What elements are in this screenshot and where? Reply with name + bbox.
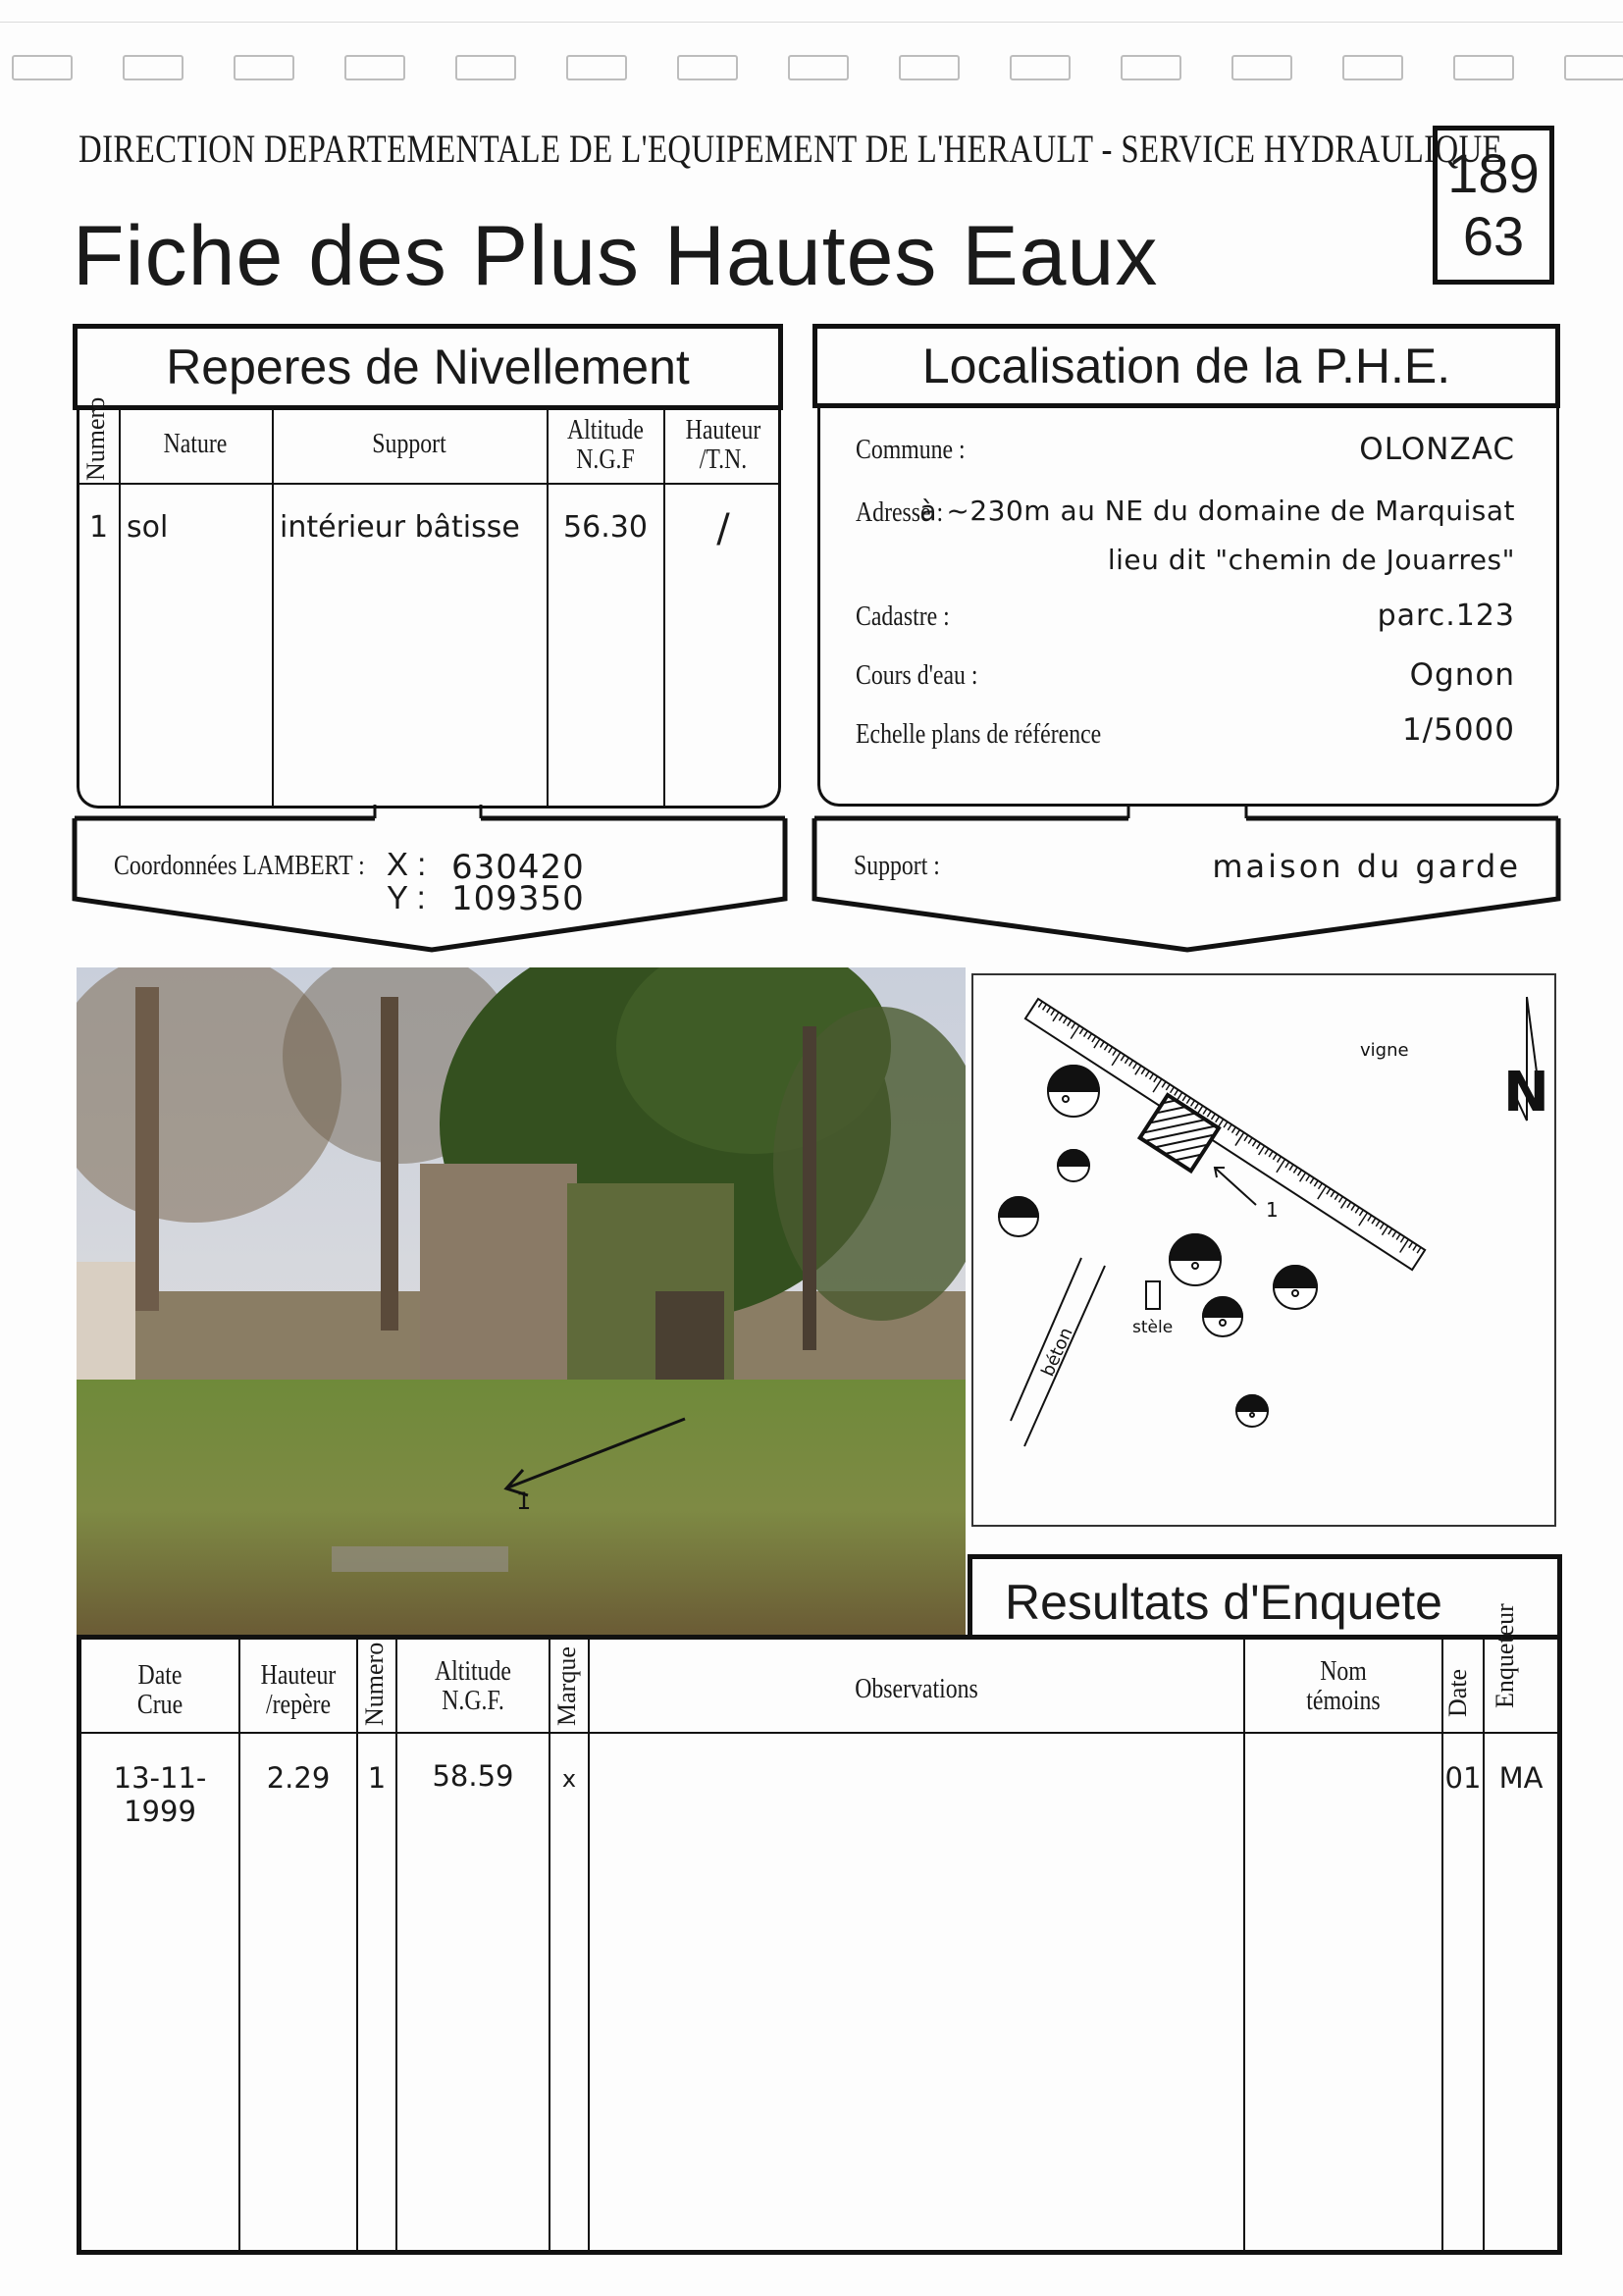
result-row-date: 01 (1444, 1761, 1482, 1795)
y-value: 109350 (451, 879, 585, 918)
col-header-date-crue-line2: Crue (136, 1690, 183, 1720)
cours-label: Cours d'eau : (856, 659, 978, 691)
localisation-panel (817, 408, 1559, 807)
resultats-table (77, 1603, 1562, 2255)
col-header-nom-line1: Nom (1320, 1656, 1367, 1687)
binder-hole (455, 55, 516, 80)
support-label: Support : (854, 850, 940, 881)
col-header-hauteur-repere-line2: /repère (265, 1690, 332, 1720)
binder-hole (234, 55, 294, 80)
coordinates-label: Coordonnées LAMBERT : (114, 850, 365, 881)
resultats-title: Resultats d'Enquete (1005, 1575, 1442, 1630)
result-row-altitude: 58.59 (432, 1759, 514, 1793)
echelle-label: Echelle plans de référence (856, 718, 1102, 750)
repere-row-hauteur: / (716, 506, 730, 551)
col-header-marque: Marque (552, 1646, 581, 1726)
binder-hole (1564, 55, 1623, 80)
col-header-hauteur-repere (249, 1661, 347, 1720)
binder-hole (12, 55, 73, 80)
result-row-date-crue: 13-11-1999 (113, 1761, 207, 1828)
cadastre-label: Cadastre : (856, 600, 950, 632)
binder-hole (788, 55, 849, 80)
col-header-nature: Nature (163, 429, 228, 459)
binder-hole (123, 55, 183, 80)
result-row-numero: 1 (367, 1761, 387, 1795)
commune-label: Commune : (856, 434, 966, 465)
col-header-altitude-resultats-line2: N.G.F. (442, 1686, 504, 1716)
binder-hole (1121, 55, 1181, 80)
plan-stele-label: stèle (1132, 1318, 1174, 1337)
reperes-title-text: Reperes de Nivellement (166, 339, 690, 394)
binder-hole (677, 55, 738, 80)
photo-arrow-label: 1 (516, 1487, 532, 1515)
col-header-hauteur-line2: /T.N. (699, 444, 748, 475)
commune-value: OLONZAC (1359, 432, 1515, 467)
cadastre-value: parc.123 (1377, 599, 1515, 633)
col-header-date-crue-line1: Date (137, 1660, 183, 1691)
location-plan-drawing (971, 973, 1556, 1527)
adresse-line1: à ~230m au NE du domaine de Marquisat (919, 495, 1515, 527)
repere-row-nature: sol (127, 510, 169, 545)
adresse-line2: lieu dit "chemin de Jouarres" (1107, 544, 1515, 576)
result-row-marque: x (561, 1765, 577, 1793)
department-header: DIRECTION DEPARTEMENTALE DE L'EQUIPEMENT DE L'HERAULT - SERVICE HYDRAULIQUE (79, 127, 1503, 171)
fiche-number-box (1433, 126, 1554, 285)
localisation-title (812, 324, 1560, 408)
site-photo (77, 967, 966, 1639)
col-header-nom-line2: témoins (1306, 1686, 1381, 1716)
col-header-support: Support (372, 429, 446, 459)
binder-hole (566, 55, 627, 80)
repere-row-support: intérieur bâtisse (280, 510, 520, 545)
col-header-hauteur (674, 416, 772, 475)
col-header-hauteur-line1: Hauteur (685, 415, 761, 445)
col-header-numero-resultats: Numero (360, 1642, 389, 1726)
col-header-altitude-line1: Altitude (566, 415, 644, 445)
col-header-numero: Numero (81, 396, 110, 481)
binder-hole (1453, 55, 1514, 80)
cours-value: Ognon (1409, 657, 1515, 693)
page-top-edge (0, 22, 1623, 23)
col-header-enqueteur: Enqueteur (1491, 1603, 1519, 1709)
col-header-date: Date (1443, 1668, 1472, 1717)
result-row-hauteur: 2.29 (266, 1761, 331, 1795)
fiche-number-top: 189 (1447, 142, 1540, 204)
binder-holes (0, 55, 1623, 80)
col-header-observations: Observations (855, 1674, 978, 1704)
localisation-title-text: Localisation de la P.H.E. (921, 339, 1451, 393)
binder-hole (344, 55, 405, 80)
col-header-altitude-resultats-line1: Altitude (434, 1656, 511, 1687)
support-value: maison du garde (1212, 848, 1521, 885)
repere-row-altitude: 56.30 (563, 510, 648, 545)
plan-vigne-label: vigne (1360, 1040, 1409, 1061)
plan-marker-label: 1 (1266, 1198, 1279, 1222)
x-value: 630420 (451, 848, 585, 887)
echelle-value: 1/5000 (1401, 712, 1515, 748)
col-header-altitude-resultats (409, 1657, 538, 1716)
binder-hole (1231, 55, 1292, 80)
binder-hole (899, 55, 960, 80)
fiche-number-bottom: 63 (1462, 205, 1525, 267)
binder-hole (1010, 55, 1071, 80)
result-row-enqueteur: MA (1498, 1761, 1544, 1795)
x-label: X : (387, 846, 427, 882)
col-header-altitude-line2: N.G.F (576, 444, 635, 475)
reperes-title (73, 324, 783, 410)
col-header-nom-temoins (1260, 1657, 1427, 1716)
north-icon: N (1503, 1061, 1549, 1124)
reperes-table (77, 396, 781, 809)
y-label: Y : (387, 879, 426, 915)
repere-row-numero: 1 (89, 510, 109, 545)
col-header-date-crue (93, 1661, 227, 1720)
plan-beton-label: béton (1037, 1325, 1077, 1381)
col-header-hauteur-repere-line1: Hauteur (260, 1660, 337, 1691)
page-title: Fiche des Plus Hautes Eaux (73, 209, 1159, 303)
adresse-label: Adresse : (856, 496, 944, 528)
col-header-altitude (557, 416, 654, 475)
binder-hole (1342, 55, 1403, 80)
